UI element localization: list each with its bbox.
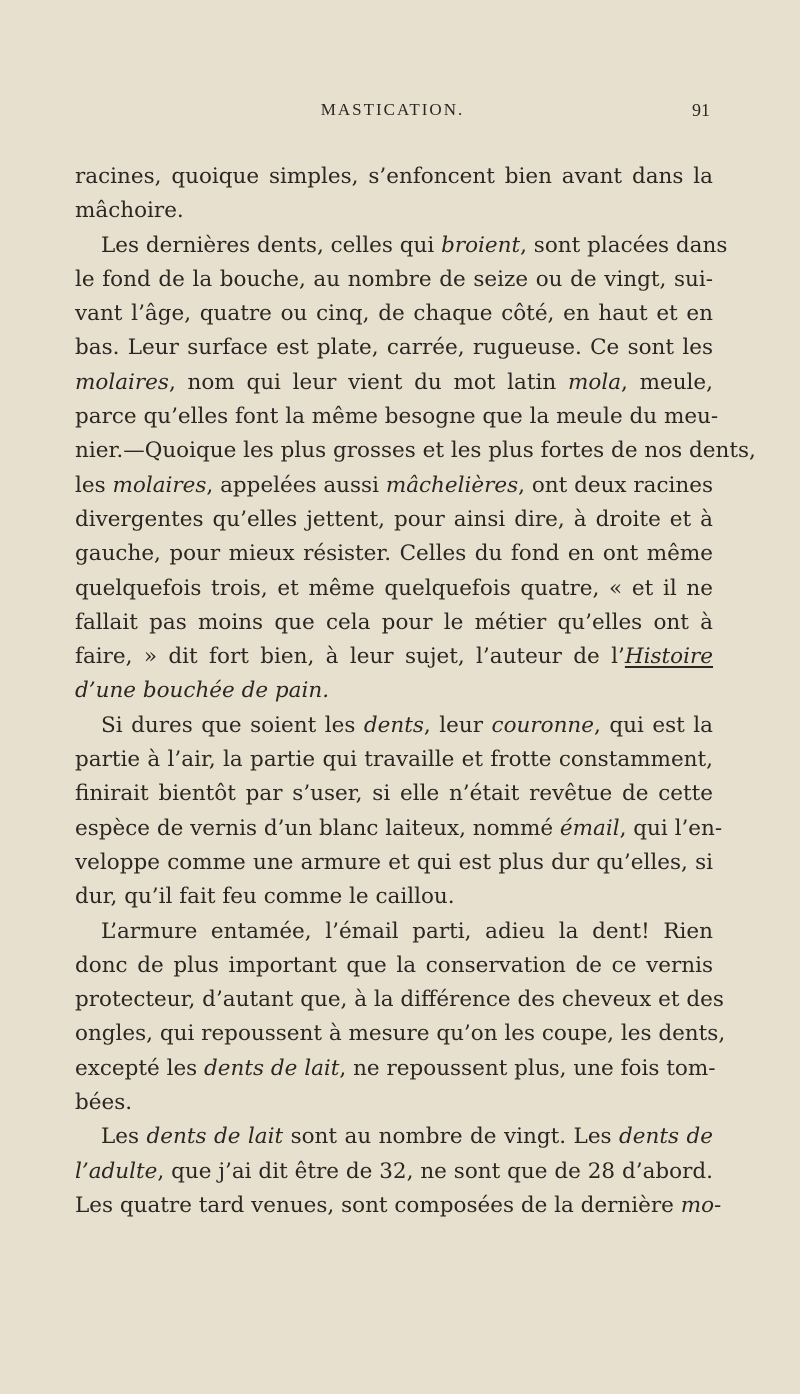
text-line (75, 915, 713, 949)
page-number: 91 (692, 100, 710, 120)
text-segment: bas. Leur surface est plate, carrée, rugueuse. Ce sont les (75, 335, 713, 361)
italic-segment: molaires (75, 369, 169, 395)
text-segment: , ont deux racines (518, 472, 714, 498)
text-segment: mâchoire. (75, 198, 184, 224)
text-segment: quelquefois trois, et même quelquefois quatre, « et il ne (75, 575, 713, 601)
text-line (75, 640, 713, 674)
text-segment: vant l’âge, quatre ou cinq, de chaque côté, en haut et en (75, 301, 713, 327)
text-segment: , qui l’en- (619, 815, 723, 841)
text-segment: les (75, 472, 113, 498)
italic-segment: Histoire (624, 644, 713, 670)
text-segment: , ne repoussent plus, une fois tom- (339, 1055, 716, 1081)
text-line (75, 1086, 713, 1120)
text-segment: espèce de vernis d’un blanc laiteux, nommé (75, 815, 560, 841)
chapter-title: MASTICATION. (320, 100, 465, 119)
italic-segment: l’adulte (75, 1158, 158, 1184)
text-segment: le fond de la bouche, au nombre de seize ou de vingt, sui- (75, 266, 713, 292)
text-line (75, 297, 713, 331)
text-segment: bées. (75, 1090, 133, 1116)
text-line (75, 263, 713, 297)
text-segment: , que j’ai dit être de 32, ne sont que de 28 d’abord. (157, 1158, 713, 1184)
text-line (75, 572, 713, 606)
text-line (75, 537, 713, 571)
text-segment: , sont placées dans (520, 232, 728, 258)
text-segment: , leur (423, 712, 492, 738)
text-segment: finirait bientôt par s’user, si elle n’était revêtue de cette (75, 781, 713, 807)
text-line (75, 1189, 722, 1223)
text-segment: racines, quoique simples, s’enfoncent bien avant dans la (75, 164, 713, 189)
text-segment: Les (101, 1124, 147, 1150)
italic-segment: dents de (619, 1124, 713, 1150)
text-segment: veloppe comme une armure et qui est plus dur qu’elles, si (75, 849, 713, 875)
text-line (75, 949, 713, 983)
text-line (75, 194, 713, 228)
text-line (75, 1120, 713, 1154)
text-line (75, 743, 713, 777)
text-line (75, 709, 713, 743)
text-segment: , qui est la (594, 712, 713, 738)
text-segment: Les quatre tard venues, sont composées de la dernière (75, 1192, 681, 1218)
text-line (75, 503, 713, 537)
text-segment: partie à l’air, la partie qui travaille et frotte constamment, (75, 747, 713, 773)
italic-segment: d’une bouchée de pain. (75, 678, 330, 704)
text-line (75, 400, 719, 434)
running-header (75, 100, 710, 136)
italic-segment: dents (363, 712, 424, 738)
italic-segment: émail (559, 815, 620, 841)
text-segment: nier.—Quoique les plus grosses et les plus fortes de nos dents, (75, 438, 756, 464)
body-text (75, 160, 756, 1223)
text-segment: donc de plus important que la conservation de ce vernis (75, 952, 713, 978)
text-line (75, 606, 713, 640)
text-line (75, 331, 713, 365)
text-segment: , appelées aussi (206, 472, 386, 498)
text-line (75, 777, 713, 811)
italic-segment: broient (441, 232, 521, 258)
italic-segment: mâchelières (385, 472, 519, 498)
italic-segment: mola (567, 369, 622, 395)
text-line (75, 1155, 713, 1189)
text-segment: excepté les (75, 1055, 205, 1081)
text-line (75, 674, 713, 708)
text-segment: , meule, (621, 369, 713, 395)
text-segment: protecteur, d’autant que, à la différence des cheveux et des (75, 987, 724, 1013)
italic-segment: mo- (680, 1192, 722, 1218)
text-line (75, 983, 724, 1017)
text-segment: Si dures que soient les (101, 712, 364, 738)
text-segment: divergentes qu’elles jettent, pour ainsi dire, à droite et à (75, 506, 713, 532)
italic-segment: couronne (491, 712, 595, 738)
text-line (75, 160, 713, 194)
text-segment: fallait pas moins que cela pour le métier qu’elles ont à (75, 609, 713, 635)
text-line (75, 812, 723, 846)
text-segment: L’armure entamée, l’émail parti, adieu la dent! Rien (101, 918, 713, 944)
text-line (75, 880, 713, 914)
italic-segment: dents de lait (146, 1124, 284, 1150)
text-segment: ongles, qui repoussent à mesure qu’on les coupe, les dents, (75, 1021, 726, 1047)
text-line (75, 366, 713, 400)
text-line (75, 229, 728, 263)
italic-segment: molaires (112, 472, 207, 498)
text-segment: faire, » dit fort bien, à leur sujet, l’auteur de l’ (75, 644, 625, 670)
text-line (75, 434, 756, 468)
text-segment: dur, qu’il fait feu comme le caillou. (75, 884, 455, 910)
text-line (75, 1052, 716, 1086)
text-segment: , nom qui leur vient du mot latin (168, 369, 568, 395)
text-line (75, 1017, 726, 1051)
text-segment: sont au nombre de vingt. Les (283, 1124, 620, 1150)
text-segment: parce qu’elles font la même besogne que la meule du meu- (75, 404, 719, 430)
text-segment: Les dernières dents, celles qui (101, 232, 442, 258)
text-segment: gauche, pour mieux résister. Celles du fond en ont même (75, 541, 713, 567)
italic-segment: dents de lait (204, 1055, 340, 1081)
text-line (75, 469, 713, 503)
text-line (75, 846, 713, 880)
